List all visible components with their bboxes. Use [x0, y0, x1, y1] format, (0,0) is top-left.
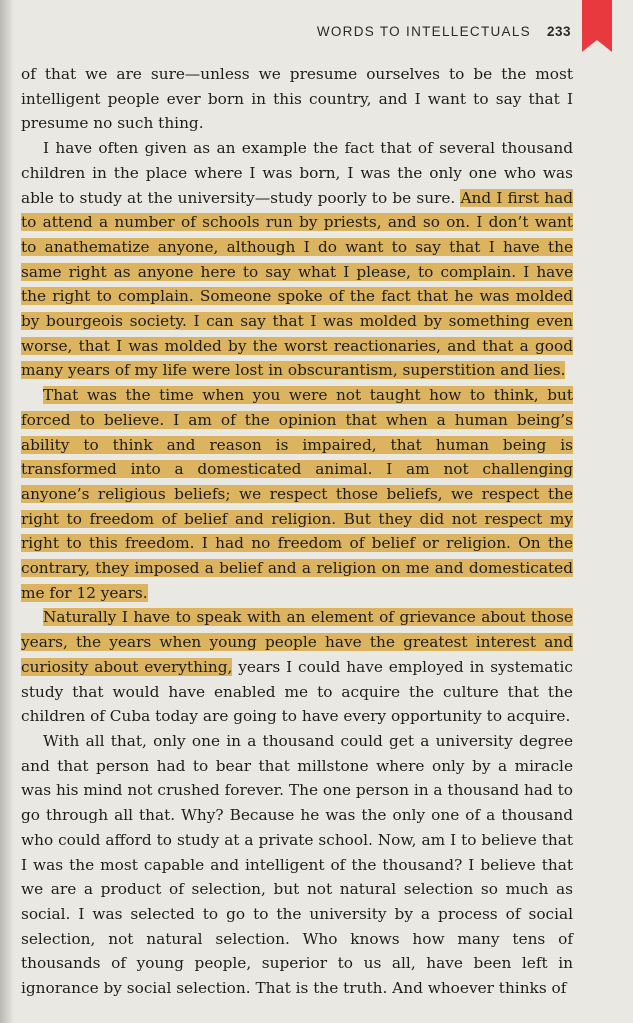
- text-segment: I have often given as an example the fact that of several thousand children in the place where I was born, I was the only one who was able to study at the university—study poorly to be sure.: [21, 139, 573, 207]
- paragraph: [21, 136, 573, 383]
- bookmark-ribbon-icon: [582, 0, 612, 52]
- bookmark-ribbon-shape: [582, 0, 612, 52]
- running-header: [317, 24, 571, 39]
- running-title: WORDS TO INTELLECTUALS: [316, 24, 531, 39]
- paragraph: [21, 605, 573, 729]
- highlighted-text: Naturally I have to speak with an element of grievance about those years, the years when young people have the greatest interest and curiosity about everything,: [21, 608, 573, 676]
- paragraph: [21, 62, 573, 136]
- highlighted-text: That was the time when you were not taught how to think, but forced to believe. I am of the opinion that when a human being’s ability to think and reason is impaired, that human being is transformed into a domesticated animal. I am not challenging anyone’s religious beliefs; we respect those beliefs, we respect the right to freedom of belief and religion. But they did not respect my right to this freedom. I had no freedom of belief or religion. On the contrary, they imposed a belief and a religion on me and domesticated me for 12 years.: [21, 386, 573, 602]
- paragraph: [21, 729, 573, 1001]
- page-number: 233: [546, 24, 571, 39]
- body-text: [21, 62, 573, 1001]
- page-gutter-shadow: [0, 0, 14, 1023]
- paragraph: [21, 383, 573, 605]
- text-segment: years I could have employed in systematic study that would have enabled me to acquire the culture that the children of Cuba today are going to have every opportunity to acquire.: [21, 657, 573, 726]
- text-segment: With all that, only one in a thousand could get a university degree and that person had to bear that millstone where only by a miracle was his mind not crushed forever. The one person in a thousand had to go through all that. Why? Because he was the only one of a thousand who could afford to study at a private school. Now, am I to believe that I was the most capable and intelligent of the thousand? I believe that we are a product of selection, but not natural selection so much as social. I was selected to go to the university by a process of social selection, not natural selection. Who knows how many tens of thousands of young people, superior to us all, have been left in ignorance by social selection. That is the truth. And whoever thinks of: [21, 731, 573, 998]
- text-segment: of that we are sure—unless we presume ourselves to be the most intelligent people ever born in this country, and I want to say that I presume no such thing.: [21, 65, 573, 133]
- highlighted-text: And I first had to attend a number of schools run by priests, and so on. I don’t want to anathematize anyone, although I do want to say that I have the same right as anyone here to say what I please, to complain. I have the right to complain. Someone spoke of the fact that he was molded by bourgeois society. I can say that I was molded by something even worse, that I was molded by the worst reactionaries, and that a good many years of my life were lost in obscurantism, superstition and lies.: [21, 188, 573, 380]
